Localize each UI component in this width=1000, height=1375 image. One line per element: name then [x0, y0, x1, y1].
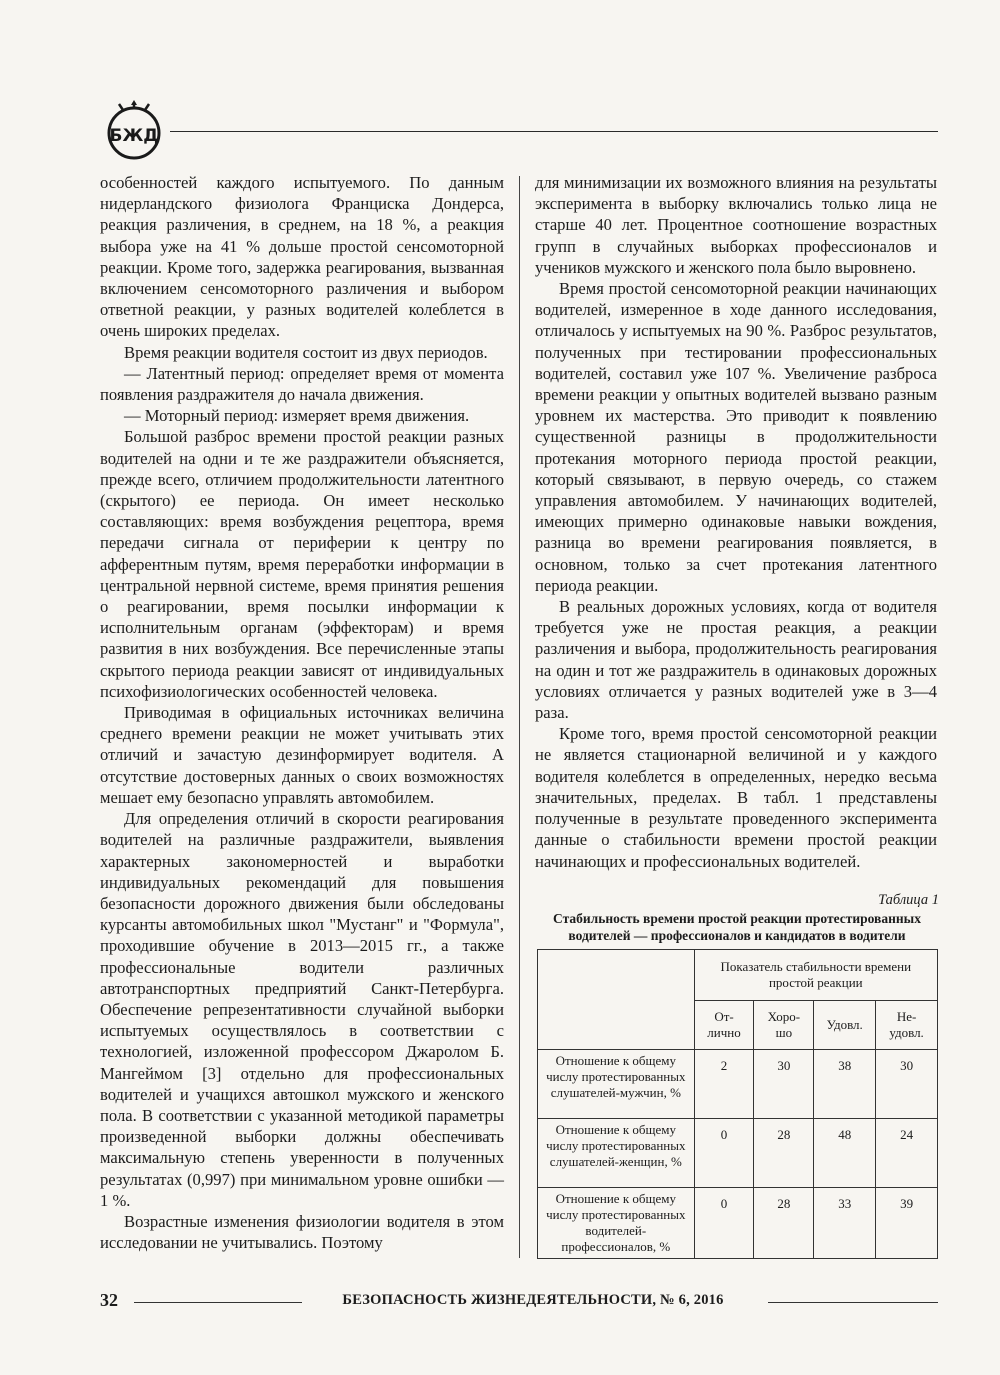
- table-row: [538, 1188, 938, 1259]
- logo-text: БЖД: [109, 126, 159, 146]
- table-cell: 28: [754, 1188, 814, 1259]
- footer-rule: [768, 1302, 938, 1303]
- table-cell: 30: [754, 1050, 814, 1119]
- table-cell: 2: [694, 1050, 754, 1119]
- footer-rule: [134, 1302, 302, 1303]
- paragraph: Время простой сенсомоторной реакции начинающих водителей, измеренное в ходе данного исследования, отличалось у испытуемых на 90 %. Разброс результатов, полученных при тестировании профессиональных водителей, составил уже 107 %. Увеличение разброса времени реакции у опытных водителей вызвано разным уровнем их мастерства. Это приводит к появлению существенной разницы в продолжительности протекания моторного периода простой реакции, который связывают, в первую очередь, со стажем управления автомобилем. У начинающих водителей, имеющих примерно одинаковые навыки вождения, разница во времени реагирования появляется, в основном, только за счет протекания латентного периода реакции.: [535, 279, 937, 595]
- table-column-header: Удовл.: [814, 1001, 876, 1050]
- stability-table: [537, 949, 938, 1259]
- journal-title: БЕЗОПАСНОСТЬ ЖИЗНЕДЕЯТЕЛЬНОСТИ, № 6, 2016: [342, 1292, 724, 1308]
- table-cell: 33: [814, 1188, 876, 1259]
- table-corner-cell: [538, 950, 695, 1050]
- table-cell: 30: [876, 1050, 938, 1119]
- table-block: [535, 891, 939, 1259]
- column-divider: [519, 176, 520, 1258]
- paragraph: особенностей каждого испытуемого. По данным нидерландского физиолога Франциска Дондерса, реакция различения, в среднем, на 18 %, а реакция выбора уже на 41 % дольше простой сенсомоторной реакции. Кроме того, задержка реагирования, вызванная включением сенсомоторного различения и выбором ответной реакции, у разных водителей колеблется в очень широких пределах.: [100, 173, 504, 341]
- paragraph: — Моторный период: измеряет время движения.: [124, 406, 470, 426]
- bzhd-journal-logo-icon: [103, 100, 165, 162]
- paragraph: Большой разброс времени простой реакции разных водителей на одни и те же раздражители объясняется, прежде всего, отличием продолжительности латентного (скрытого) ее периода. Он имеет несколько составляющих: время возбуждения рецептора, время передачи сигнала от периферии к центру по афферентным путям, время переработки информации в центральной нервной системе, время принятия решения о реагировании, время посылки информации к исполнительным органам (эффекторам) и время развития в них возбуждения. Все перечисленные этапы скрытого периода реакции зависят от индивидуальных психофизиологических особенностей человека.: [100, 427, 504, 701]
- paragraph: Возрастные изменения физиологии водителя в этом исследовании не учитывались. Поэтому: [100, 1211, 504, 1253]
- table-cell: 39: [876, 1188, 938, 1259]
- table-column-header: Хоро- шо: [754, 1001, 814, 1050]
- paragraph: для минимизации их возможного влияния на результаты эксперимента в выборку включались только лица не старше 40 лет. Процентное соотношение возрастных групп в случайных выборках профессионалов и учеников мужского и женского пола было выровнено.: [535, 173, 937, 277]
- paragraph: Кроме того, время простой сенсомоторной реакции не является стационарной величиной и у каждого водителя колеблется в определенных, нередко весьма значительных, пределах. В табл. 1 представлены полученные в результате проведенного эксперимента данные о стабильности времени простой реакции начинающих и профессиональных водителей.: [535, 724, 937, 871]
- table-cell: 0: [694, 1188, 754, 1259]
- table-row-label: Отношение к общему числу протестированных водителей-профессионалов, %: [538, 1188, 695, 1259]
- paragraph: В реальных дорожных условиях, когда от водителя требуется уже не простая реакция, а реакции различения и выбора, продолжительность реагирования на один и тот же раздражитель в одинаковых дорожных условиях отличается у разных водителей уже в 3—4 раза.: [535, 597, 937, 723]
- table-cell: 24: [876, 1119, 938, 1188]
- paragraph: — Латентный период: определяет время от момента появления раздражителя до начала движения.: [100, 363, 504, 405]
- table-cell: 28: [754, 1119, 814, 1188]
- page-footer: [100, 1290, 940, 1316]
- header-rule: [170, 131, 938, 132]
- table-cell: 38: [814, 1050, 876, 1119]
- right-column: [535, 172, 937, 872]
- table-number: Таблица 1: [878, 892, 939, 908]
- page-number: 32: [100, 1290, 118, 1310]
- table-row-label: Отношение к общему числу протестированных слушателей-женщин, %: [538, 1119, 695, 1188]
- table-column-header: От- лично: [694, 1001, 754, 1050]
- table-row: [538, 1119, 938, 1188]
- paragraph: Приводимая в официальных источниках величина среднего времени реакции не может учитывать этих отличий и зачастую дезинформирует водителя. А отсутствие достоверных данных о своих возможностях мешает ему безопасно управлять автомобилем.: [100, 703, 504, 807]
- table-column-header: Не- удовл.: [876, 1001, 938, 1050]
- table-cell: 0: [694, 1119, 754, 1188]
- left-column: [100, 172, 504, 1253]
- table-caption: Стабильность времени простой реакции протестированных водителей — профессионалов и кандидатов в водители: [553, 911, 921, 943]
- table-cell: 48: [814, 1119, 876, 1188]
- table-row-label: Отношение к общему числу протестированных слушателей-мужчин, %: [538, 1050, 695, 1119]
- paragraph: Для определения отличий в скорости реагирования водителей на различные раздражители, выявления характерных закономерностей и выработки индивидуальных рекомендаций для повышения безопасности дорожного движения были обследованы курсанты автомобильных школ "Мустанг" и "Формула", проходившие обучение в 2013—2015 гг., а также профессиональные водители различных автотранспортных предприятий Санкт-Петербурга. Обеспечение репрезентативности случайной выборки испытуемых осуществлялось в соответствии с технологией, изложенной профессором Джаролом Б. Мангеймом [3] отдельно для профессиональных водителей и учащихся автошкол мужского и женского пола. В соответствии с указанной методикой параметры произведенной выборки должны обеспечивать максимальную степень уверенности в полученных результатах (0,997) при минимальном уровне ошибки — 1 %.: [100, 809, 504, 1210]
- paragraph: Время реакции водителя состоит из двух периодов.: [124, 342, 488, 362]
- table-row: [538, 1050, 938, 1119]
- table-group-header: Показатель стабильности времени простой реакции: [694, 950, 937, 1001]
